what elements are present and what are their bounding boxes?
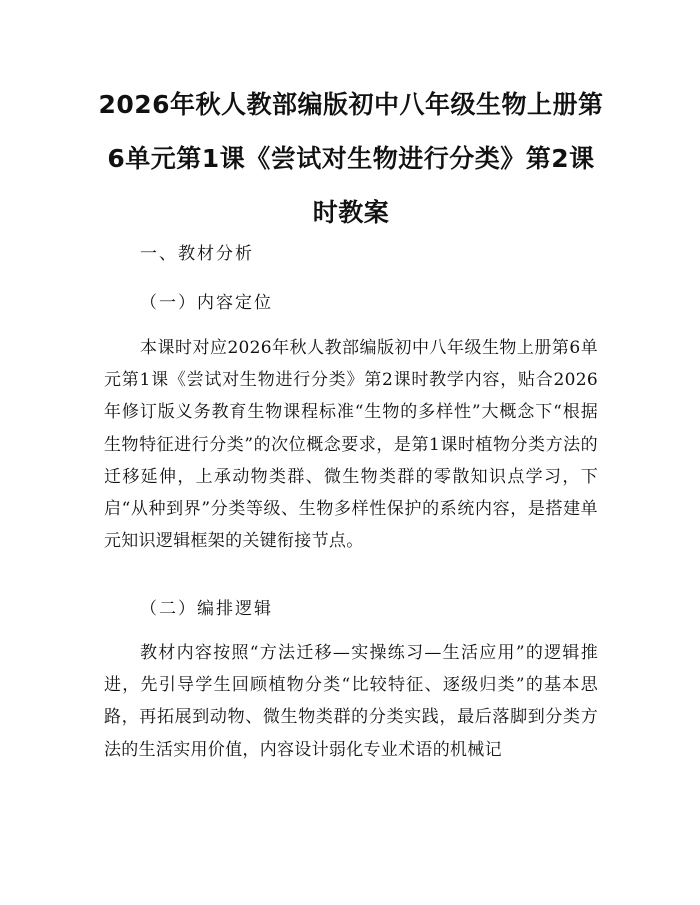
arrangement-logic-paragraph: 教材内容按照“方法迁移—实操练习—生活应用”的逻辑推进，先引导学生回顾植物分类“比较特征、逐级归类”的基本思路，再拓展到动物、微生物类群的分类实践，最后落脚到分类方法的生活实用价值，内容设计弱化专业术语的机械记 [104,643,598,760]
section-heading-teaching-material-analysis: 一、教材分析 [140,244,254,264]
subsection-heading-content-positioning: （一）内容定位 [140,293,273,313]
subsection-heading-arrangement-logic: （二）编排逻辑 [140,599,273,619]
document-title: 2026年秋人教部编版初中八年级生物上册第6单元第1课《尝试对生物进行分类》第2课时教案 [98,90,604,227]
content-positioning-paragraph: 本课时对应2026年秋人教部编版初中八年级生物上册第6单元第1课《尝试对生物进行分类》第2课时教学内容，贴合2026年修订版义务教育生物课程标准“生物的多样性”大概念下“根据生物特征进行分类”的次位概念要求，是第1课时植物分类方法的迁移延伸，上承动物类群、微生物类群的零散知识点学习，下启“从种到界”分类等级、生物多样性保护的系统内容，是搭建单元知识逻辑框架的关键衔接节点。 [104,338,598,552]
